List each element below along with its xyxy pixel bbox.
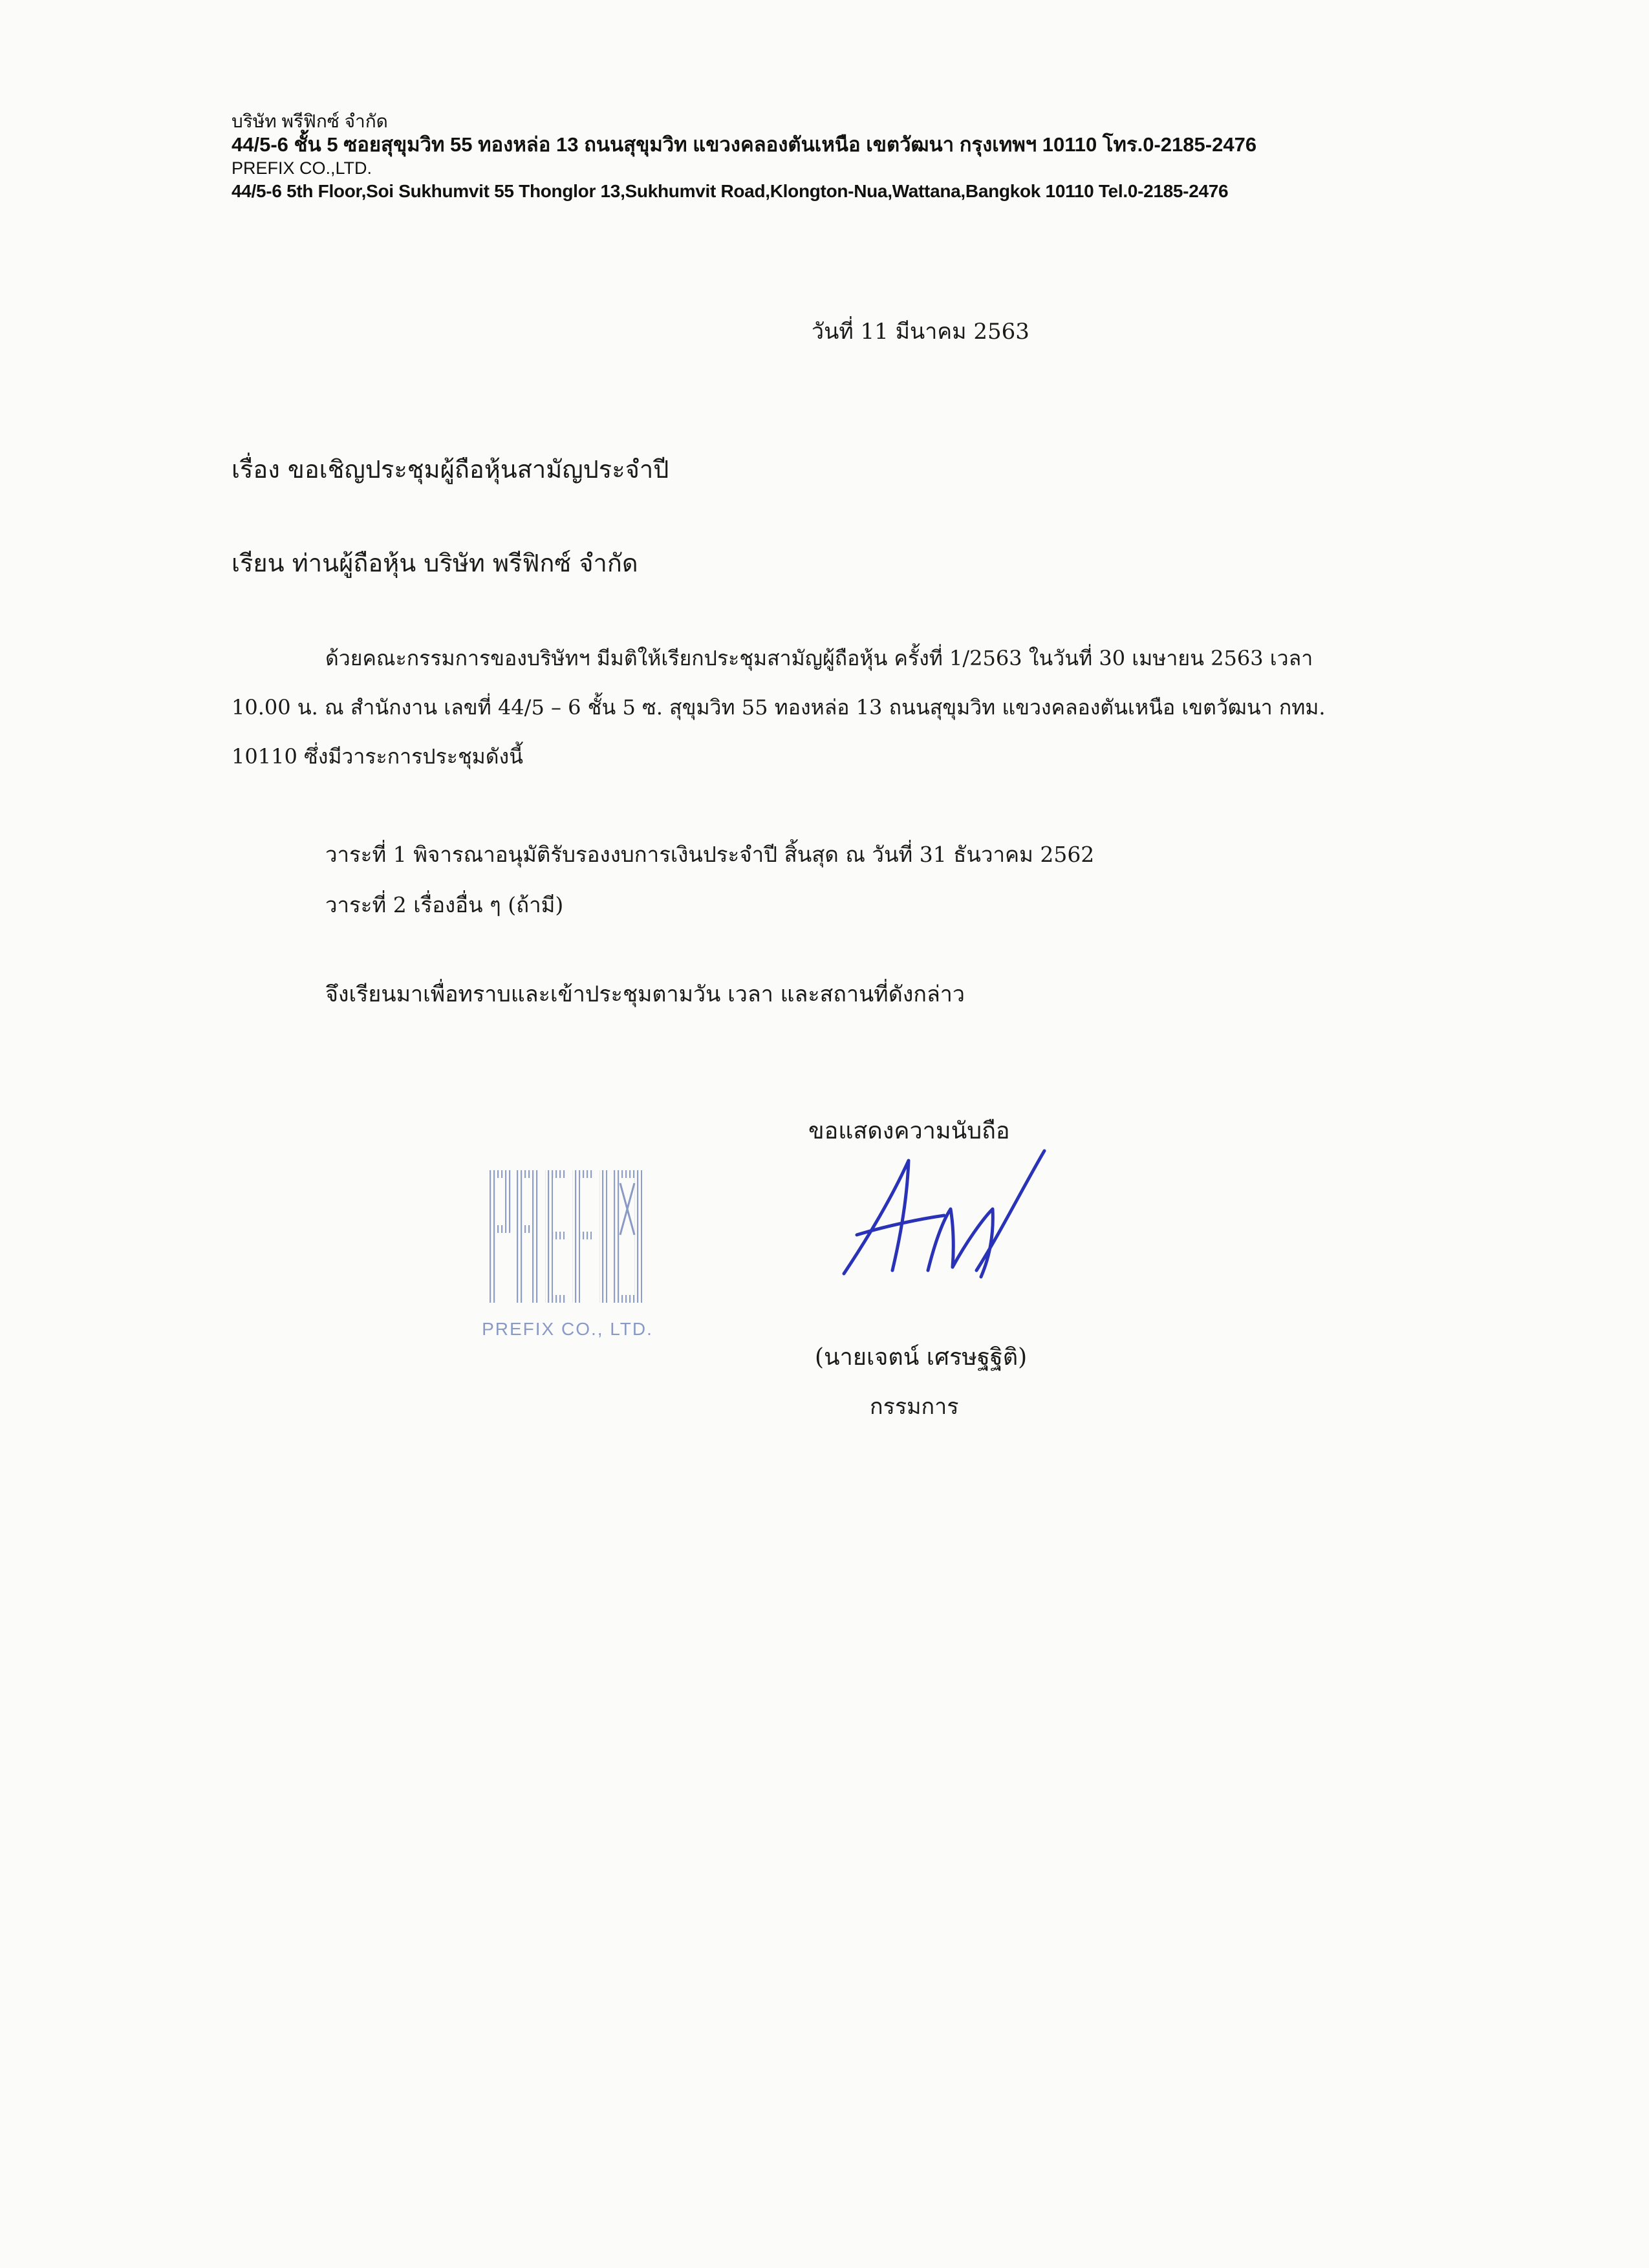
letter-salutation: เรียน ท่านผู้ถือหุ้น บริษัท พรีฟิกซ์ จำกัด xyxy=(232,549,638,577)
agenda-item: วาระที่ 2 เรื่องอื่น ๆ (ถ้ามี) xyxy=(325,892,564,917)
stamp-logo-icon xyxy=(482,1164,653,1312)
agenda-item: วาระที่ 1 พิจารณาอนุมัติรับรองงบการเงินประจำปี สิ้นสุด ณ วันที่ 31 ธันวาคม 2562 xyxy=(325,842,1095,867)
company-name-thai: บริษัท พรีฟิกซ์ จำกัด xyxy=(232,111,388,131)
letter-subject: เรื่อง ขอเชิญประชุมผู้ถือหุ้นสามัญประจำปี xyxy=(232,455,669,484)
handwritten-signature-icon xyxy=(831,1138,1051,1287)
letterhead xyxy=(232,110,1460,202)
company-stamp xyxy=(482,1164,653,1351)
company-address-thai: 44/5-6 ชั้น 5 ซอยสุขุมวิท 55 ทองหล่อ 13 ถนนสุขุมวิท แขวงคลองตันเหนือ เขตวัฒนา กรุงเทพฯ 10110 โทร.0-2185-2476 xyxy=(232,133,1257,156)
letter-date: วันที่ 11 มีนาคม 2563 xyxy=(812,319,1029,345)
agenda-list xyxy=(325,829,1094,930)
stamp-caption: PREFIX CO., LTD. xyxy=(482,1319,653,1339)
body-line: 10110 ซึ่งมีวาระการประชุมดังนี้ xyxy=(232,744,524,769)
signer-name: (นายเจตน์ เศรษฐฐิติ) xyxy=(815,1344,1028,1371)
company-address-english: 44/5-6 5th Floor,Soi Sukhumvit 55 Thonglor 13,Sukhumvit Road,Klongton-Nua,Wattana,Bangkok 10110 Tel.0-2185-2476 xyxy=(232,180,1229,201)
regards-text: ขอแสดงความนับถือ xyxy=(808,1118,1010,1144)
body-paragraph xyxy=(232,634,1447,781)
signature-block xyxy=(744,1112,1106,1448)
company-name-english: PREFIX CO.,LTD. xyxy=(232,158,372,178)
closing-sentence: จึงเรียนมาเพื่อทราบและเข้าประชุมตามวัน เวลา และสถานที่ดังกล่าว xyxy=(325,981,965,1007)
body-line: 10.00 น. ณ สำนักงาน เลขที่ 44/5 – 6 ชั้น 5 ซ. สุขุมวิท 55 ทองหล่อ 13 ถนนสุขุมวิท แขวงคลองตันเหนือ เขตวัฒนา กทม. xyxy=(232,695,1326,720)
signer-title: กรรมการ xyxy=(870,1394,959,1420)
body-line: ด้วยคณะกรรมการของบริษัทฯ มีมติให้เรียกประชุมสามัญผู้ถือหุ้น ครั้งที่ 1/2563 ในวันที่ 30 เมษายน 2563 เวลา xyxy=(325,646,1313,670)
